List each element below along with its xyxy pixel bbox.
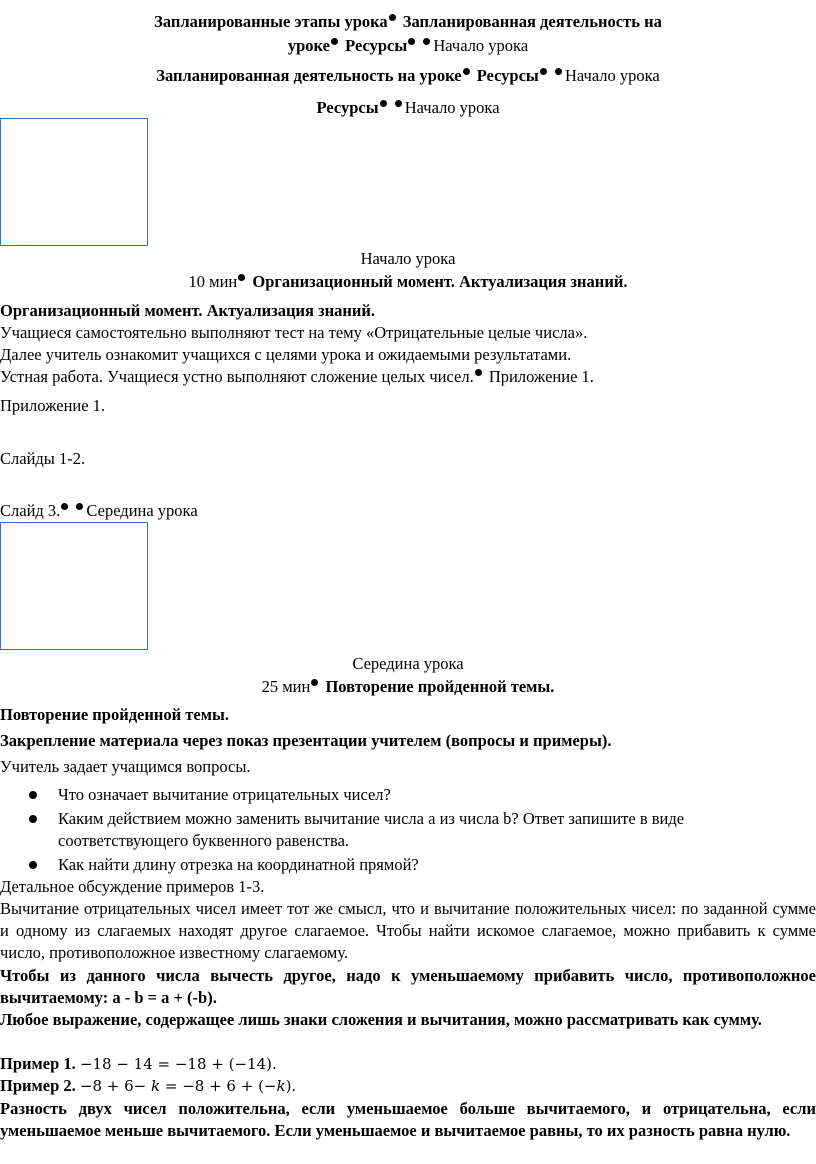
list-item: Каким действием можно заменить вычитание числа a из числа b? Ответ запишите в виде	[58, 809, 685, 828]
list-bullet-icon	[29, 815, 37, 823]
image-placeholder	[0, 522, 148, 650]
rule-difference-sign: Разность двух чисел положительна, если уменьшаемое больше вычитаемого, и отрицательна, если уменьшаемое меньше вычитаемого. Если уменьшаемое и вычитаемое равны, то их разность равна нулю.	[0, 1099, 816, 1140]
bullet-dot-icon	[475, 369, 482, 376]
header-planned-activity-full: Запланированная деятельность на уроке	[156, 66, 462, 85]
example-2	[0, 1075, 816, 1097]
formula-part: = −8 + 6 + (−	[160, 1077, 277, 1095]
section-subheading: Закрепление материала через показ презентации учителем (вопросы и примеры).	[0, 731, 612, 750]
example-formula	[80, 1077, 296, 1095]
slide-line	[0, 500, 816, 522]
header-stage-start: Начало урока	[433, 36, 529, 55]
stage-heading: Организационный момент. Актуализация знаний.	[252, 272, 628, 291]
formula-variable: k	[151, 1077, 161, 1095]
stage-time-line	[0, 271, 816, 293]
slide-ref: Слайд 3.	[0, 501, 61, 520]
bullet-dot-icon	[238, 274, 245, 281]
bullet-dot-icon	[395, 100, 402, 107]
formula-part: −8 + 6−	[79, 1077, 151, 1095]
stage-time: 10 мин	[188, 272, 238, 291]
header-line-1	[0, 10, 816, 34]
image-placeholder	[0, 118, 148, 246]
appendix-ref: Приложение 1.	[488, 367, 594, 386]
bullet-dot-icon	[408, 38, 415, 45]
section-heading: Организационный момент. Актуализация знаний.	[0, 301, 376, 320]
slides-ref: Слайды 1-2.	[0, 449, 86, 468]
rule-expression-sum: Любое выражение, содержащее лишь знаки сложения и вычитания, можно рассматривать как сумму.	[0, 1010, 762, 1029]
bullet-dot-icon	[380, 100, 387, 107]
example-formula: −18 − 14 = −18 + (−14).	[79, 1055, 277, 1073]
header-resources: Ресурсы	[316, 98, 379, 117]
bullet-dot-icon	[76, 503, 83, 510]
example-label: Пример 1.	[0, 1054, 76, 1073]
list-item: Как найти длину отрезка на координатной прямой?	[58, 855, 419, 874]
bullet-dot-icon	[311, 679, 318, 686]
bullet-dot-icon	[61, 503, 68, 510]
header-line-4	[0, 96, 816, 120]
paragraph-line	[0, 366, 816, 388]
stage-title: Середина урока	[352, 654, 464, 673]
header-line-2	[0, 34, 816, 58]
header-stage-start: Начало урока	[564, 66, 660, 85]
header-resources: Ресурсы	[345, 36, 408, 55]
header-resources: Ресурсы	[476, 66, 539, 85]
list-bullet-icon	[29, 861, 37, 869]
rule-subtraction: Чтобы из данного числа вычесть другое, надо к уменьшаемому прибавить число, противоположное вычитаемому: a - b = a + (-b).	[0, 966, 816, 1007]
stage-middle-ref: Середина урока	[86, 501, 198, 520]
bullet-dot-icon	[389, 14, 396, 21]
paragraph: Детальное обсуждение примеров 1-3.	[0, 877, 265, 896]
example-label: Пример 2.	[0, 1076, 76, 1095]
stage-time: 25 мин	[261, 677, 311, 696]
bullet-dot-icon	[423, 38, 430, 45]
header-stage-start: Начало урока	[404, 98, 500, 117]
list-bullet-icon	[29, 791, 37, 799]
header-planned-activity: Запланированная деятельность на	[402, 12, 662, 31]
bullet-dot-icon	[331, 38, 338, 45]
paragraph: Учащиеся самостоятельно выполняют тест на тему «Отрицательные целые числа».	[0, 323, 588, 342]
formula-part: ).	[285, 1077, 297, 1095]
header-text: уроке	[287, 36, 330, 55]
list-item: Что означает вычитание отрицательных чисел?	[58, 785, 391, 804]
section-heading: Повторение пройденной темы.	[0, 705, 229, 724]
bullet-dot-icon	[555, 68, 562, 75]
header-line-3	[0, 64, 816, 88]
header-planned-stages: Запланированные этапы урока	[154, 12, 388, 31]
example-1	[0, 1053, 816, 1075]
paragraph-justified: Вычитание отрицательных чисел имеет тот же смысл, что и вычитание положительных чисел: по заданной сумме и одному из слагаемых находят другое слагаемое. Чтобы найти искомое слагаемое, можно прибавить к сумме число, противоположное известному слагаемому.	[0, 899, 816, 962]
paragraph: Устная работа. Учащиеся устно выполняют сложение целых чисел.	[0, 367, 474, 386]
stage-heading: Повторение пройденной темы.	[325, 677, 555, 696]
stage-time-line	[0, 676, 816, 698]
paragraph: Учитель задает учащимся вопросы.	[0, 757, 251, 776]
list-item-continuation: соответствующего буквенного равенства.	[58, 831, 350, 850]
appendix-ref: Приложение 1.	[0, 396, 106, 415]
paragraph: Далее учитель ознакомит учащихся с целями урока и ожидаемыми результатами.	[0, 345, 572, 364]
formula-variable: k	[276, 1077, 286, 1095]
bullet-dot-icon	[540, 68, 547, 75]
bullet-dot-icon	[463, 68, 470, 75]
stage-title: Начало урока	[360, 249, 456, 268]
